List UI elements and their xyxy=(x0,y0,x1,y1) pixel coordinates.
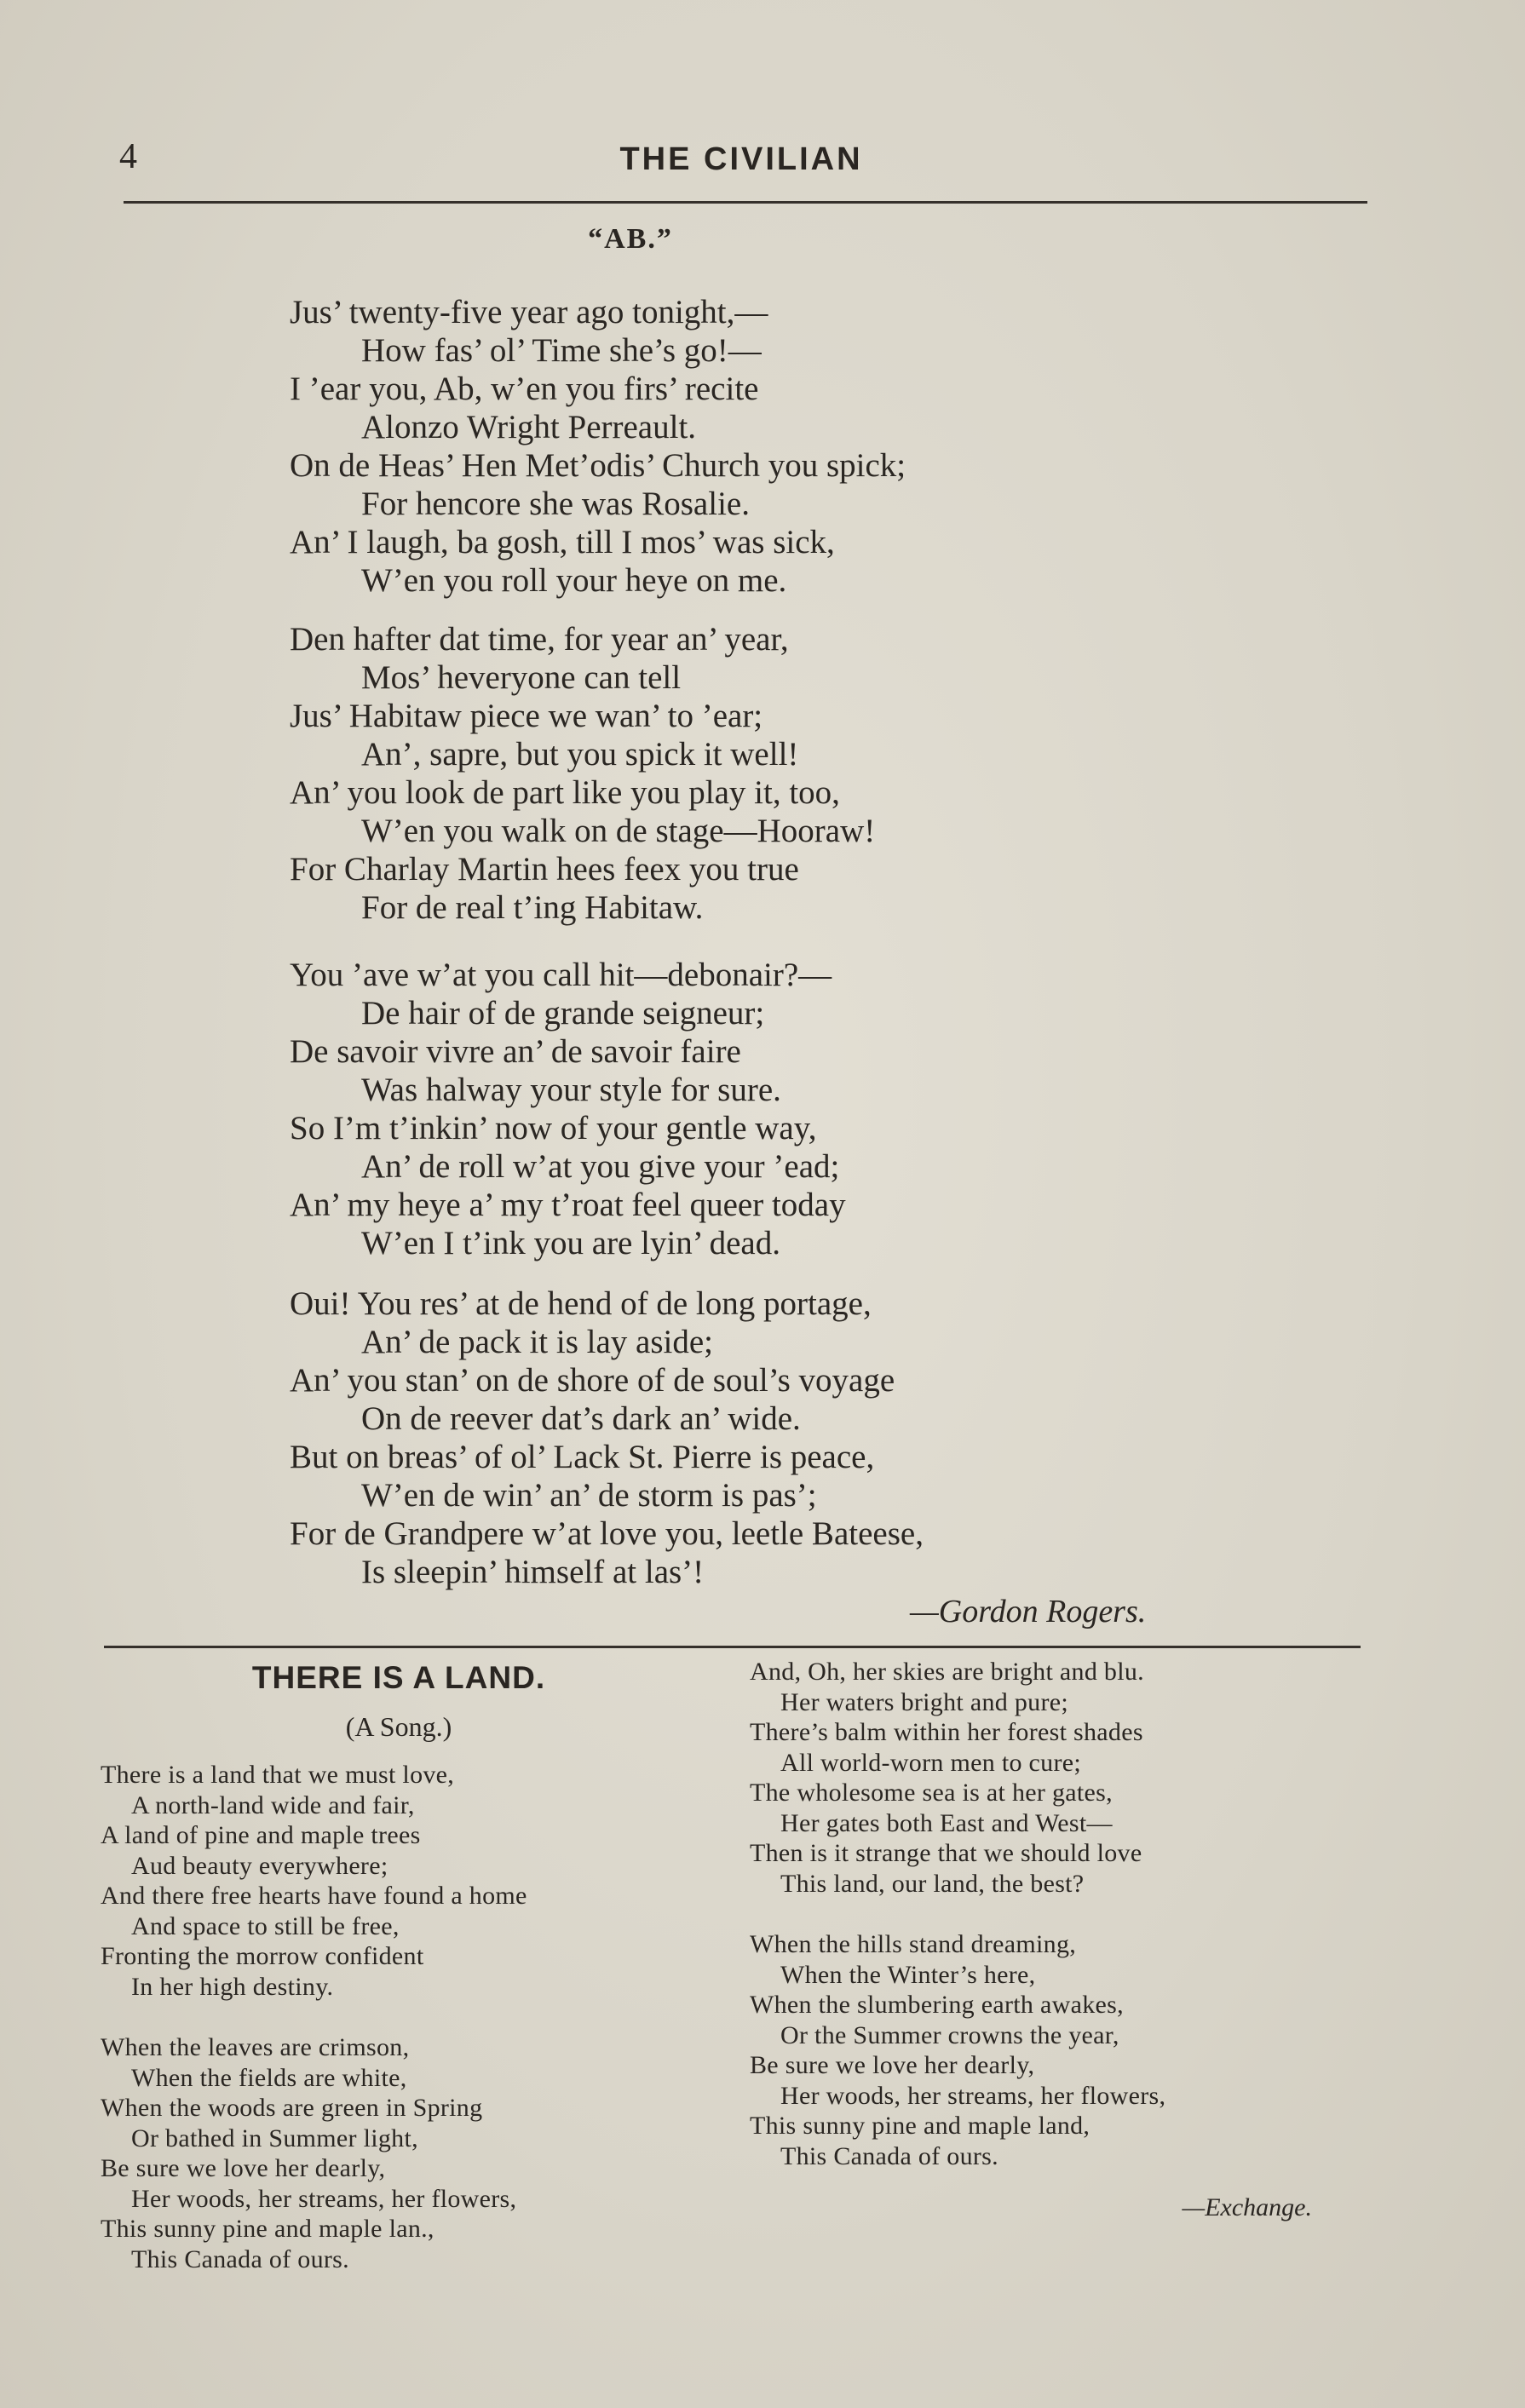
song-stanza-3 xyxy=(750,1657,1346,1899)
poem-byline: —Gordon Rogers. xyxy=(910,1594,1147,1629)
song-column-right xyxy=(750,1657,1346,2222)
poem-line: For de real t’ing Habitaw. xyxy=(361,889,704,926)
song-line: And, Oh, her skies are bright and blu. xyxy=(750,1658,1144,1686)
song-line: A land of pine and maple trees xyxy=(101,1821,421,1849)
poem-line: De hair of de grande seigneur; xyxy=(361,995,765,1032)
song-line: Her woods, her streams, her flowers, xyxy=(780,2081,1166,2110)
song-column-left xyxy=(101,1657,697,2274)
song-line: Aud beauty everywhere; xyxy=(131,1851,388,1880)
poem-line: Jus’ Habitaw piece we wan’ to ’ear; xyxy=(290,698,763,734)
song-line: In her high destiny. xyxy=(131,1972,334,2001)
poem-line: An’ I laugh, ba gosh, till I mos’ was sick, xyxy=(290,524,835,560)
song-line: This sunny pine and maple land, xyxy=(750,2112,1091,2140)
poem-line: Jus’ twenty-five year ago tonight,— xyxy=(290,294,768,330)
song-line: When the slumbering earth awakes, xyxy=(750,1991,1124,2019)
poem-line: How fas’ ol’ Time she’s go!— xyxy=(361,332,762,369)
poem-line: Mos’ heveryone can tell xyxy=(361,659,682,696)
song-line: Her woods, her streams, her flowers, xyxy=(131,2184,517,2213)
song-line: Then is it strange that we should love xyxy=(750,1839,1142,1867)
poem-line: Oui! You res’ at de hend of de long portage, xyxy=(290,1285,872,1322)
header-rule xyxy=(124,201,1367,204)
poem-line: W’en you roll your heye on me. xyxy=(361,562,787,599)
poem-line: W’en de win’ an’ de storm is pas’; xyxy=(361,1477,817,1514)
song-line: When the woods are green in Spring xyxy=(101,2094,483,2122)
song-line: Be sure we love her dearly, xyxy=(101,2154,386,2182)
poem-line: Was halway your style for sure. xyxy=(361,1072,781,1108)
stanza-2 xyxy=(290,620,1227,927)
song-line: The wholesome sea is at her gates, xyxy=(750,1779,1113,1807)
song-line: A north-land wide and fair, xyxy=(131,1790,415,1819)
song-line: Or bathed in Summer light, xyxy=(131,2124,418,2152)
song-line: When the hills stand dreaming, xyxy=(750,1930,1077,1958)
song-title: THERE IS A LAND. xyxy=(251,1660,546,1695)
song-line: When the leaves are crimson, xyxy=(101,2033,410,2061)
poem-line: I ’ear you, Ab, w’en you firs’ recite xyxy=(290,371,759,407)
poem-line: An’ de pack it is lay aside; xyxy=(361,1324,713,1360)
song-line: Her waters bright and pure; xyxy=(780,1687,1068,1716)
poem-line: Is sleepin’ himself at las’! xyxy=(361,1554,705,1590)
poem-line: For de Grandpere w’at love you, leetle Bateese, xyxy=(290,1515,924,1552)
poem-line: On de Heas’ Hen Met’odis’ Church you spick; xyxy=(290,447,906,484)
song-line: When the fields are white, xyxy=(131,2063,407,2092)
page-header xyxy=(119,136,1363,187)
poem-line: An’ de roll w’at you give your ’ead; xyxy=(361,1148,840,1185)
song-line: And space to still be free, xyxy=(131,1911,400,1940)
stanza-4 xyxy=(290,1284,1227,1591)
poem-line: For Charlay Martin hees feex you true xyxy=(290,851,799,888)
song-line: Or the Summer crowns the year, xyxy=(780,2020,1119,2049)
poem-line: An’ my heye a’ my t’roat feel queer today xyxy=(290,1187,846,1223)
poem-line: On de reever dat’s dark an’ wide. xyxy=(361,1400,801,1437)
poem-line: W’en I t’ink you are lyin’ dead. xyxy=(361,1225,780,1261)
poem-line: You ’ave w’at you call hit—debonair?— xyxy=(290,957,832,993)
poem-line: W’en you walk on de stage—Hooraw! xyxy=(361,813,876,849)
stanza-1 xyxy=(290,293,1227,600)
poem-line: An’ you look de part like you play it, too, xyxy=(290,774,840,811)
song-line: There’s balm within her forest shades xyxy=(750,1718,1143,1746)
song-subtitle: (A Song.) xyxy=(345,1711,452,1742)
song-stanza-2 xyxy=(101,2032,697,2274)
page-number: 4 xyxy=(119,137,137,176)
song-line: Her gates both East and West— xyxy=(780,1808,1113,1837)
song-byline: —Exchange. xyxy=(1182,2193,1312,2221)
song-line: All world-worn men to cure; xyxy=(780,1748,1082,1777)
song-line: This sunny pine and maple lan., xyxy=(101,2215,434,2243)
song-line: And there free hearts have found a home xyxy=(101,1882,527,1910)
poem-line: De savoir vivre an’ de savoir faire xyxy=(290,1033,741,1070)
song-stanza-1 xyxy=(101,1760,697,2002)
poem-line: For hencore she was Rosalie. xyxy=(361,486,750,522)
stanza-3 xyxy=(290,956,1227,1262)
section-rule xyxy=(104,1646,1361,1648)
song-line: When the Winter’s here, xyxy=(780,1960,1036,1989)
song-line: There is a land that we must love, xyxy=(101,1761,455,1789)
song-stanza-4 xyxy=(750,1929,1346,2171)
poem-line: So I’m t’inkin’ now of your gentle way, xyxy=(290,1110,817,1147)
song-line: This Canada of ours. xyxy=(780,2141,998,2170)
running-title: THE CIVILIAN xyxy=(619,141,863,177)
song-line: This Canada of ours. xyxy=(131,2244,349,2273)
poem-line: An’, sapre, but you spick it well! xyxy=(361,736,799,773)
song-line: Fronting the morrow confident xyxy=(101,1942,424,1970)
song-line: Be sure we love her dearly, xyxy=(750,2051,1035,2079)
poem-line: Alonzo Wright Perreault. xyxy=(361,409,697,445)
poem-line: But on breas’ of ol’ Lack St. Pierre is peace, xyxy=(290,1439,875,1475)
poem-line: Den hafter dat time, for year an’ year, xyxy=(290,621,789,658)
poem-title: “AB.” xyxy=(588,223,673,255)
song-line: This land, our land, the best? xyxy=(780,1869,1085,1898)
poem-line: An’ you stan’ on de shore of de soul’s voyage xyxy=(290,1362,895,1399)
